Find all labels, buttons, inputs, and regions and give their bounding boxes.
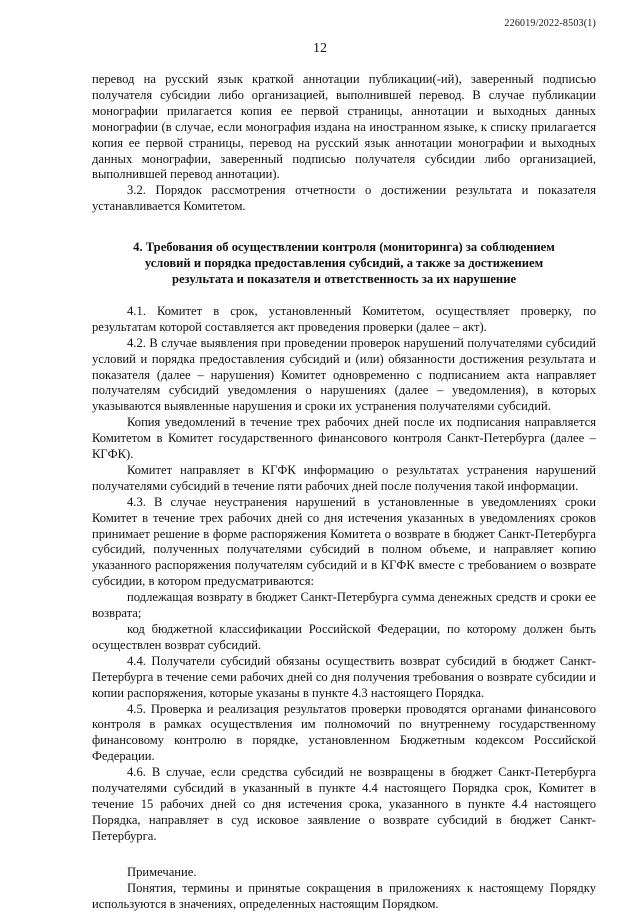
paragraph-continuation: перевод на русский язык краткой аннотации публикации(-ий), заверенный подписью получателя субсидии либо организацией, выполнившей перевод. В случае публикации монографии прилагается копия ее первой страницы, аннотации и выходных данных монографии (в случае, если монография издана на иностранном языке, к списку прилагается копия ее первой страницы, перевод на русский язык аннотации монографии и выходных данных монографии, заверенный подписью получателя субсидии либо организацией, выполнившей перевод аннотации). (92, 72, 596, 182)
paragraph-kgfk-info: Комитет направляет в КГФК информацию о результатах устранения нарушений получателями субсидий в течение пяти рабочих дней после получения такой информации. (92, 462, 596, 493)
paragraph-4-1: 4.1. Комитет в срок, установленный Комитетом, осуществляет проверку, по результатам которой составляется акт проведения проверки (далее – акт). (92, 303, 596, 334)
paragraph-return-amount: подлежащая возврату в бюджет Санкт-Петербурга сумма денежных средств и сроки ее возврата; (92, 590, 596, 621)
paragraph-4-5: 4.5. Проверка и реализация результатов проверки проводятся органами финансового контроля в рамках осуществления им полномочий по внутреннему государственному финансовому контролю в порядке, установленном Бюджетным кодексом Российской Федерации. (92, 701, 596, 764)
document-body (92, 72, 596, 912)
paragraph-3-2: 3.2. Порядок рассмотрения отчетности о достижении результата и показателя устанавливается Комитетом. (92, 183, 596, 214)
note-label: Примечание. (127, 864, 197, 879)
section-4-heading: 4. Требования об осуществлении контроля (мониторинга) за соблюдением условий и порядка предоставления субсидий, а также за достижением результата и показателя и ответственность за их нарушение (133, 240, 555, 286)
paragraph-budget-code: код бюджетной классификации Российской Федерации, по которому должен быть осуществлен возврат субсидий. (92, 622, 596, 652)
paragraph-4-2: 4.2. В случае выявления при проведении проверок нарушений получателями субсидий условий и порядка предоставления субсидий и (или) обязанности достижения результата и показателя (далее – нарушения) Комитет одновременно с подписанием акта направляет получателям субсидий уведомления о нарушениях (далее – уведомления), в которых указываются выявленные нарушения и сроки их устранения получателями субсидий. (92, 335, 596, 414)
page-number: 12 (313, 41, 327, 56)
paragraph-4-3: 4.3. В случае неустранения нарушений в установленные в уведомлениях сроки Комитет в течение трех рабочих дней со дня истечения указанных в уведомлениях сроков принимает решение в форме распоряжения Комитета о возврате в бюджет Санкт-Петербурга субсидий, полученных получателями субсидий в полном объеме, и направляет копию указанного распоряжения получателям субсидий и в КГФК вместе с требованием о возврате субсидии, в котором предусматриваются: (92, 494, 596, 589)
paragraph-notice-copy: Копия уведомлений в течение трех рабочих дней после их подписания направляется Комитетом в Комитет государственного финансового контроля Санкт-Петербурга (далее – КГФК). (92, 415, 596, 462)
paragraph-4-6: 4.6. В случае, если средства субсидий не возвращены в бюджет Санкт-Петербурга получателями субсидий в указанный в пункте 4.4 настоящего Порядка срок, Комитет в течение 15 рабочих дней со дня истечения срока, указанного в пункте 4.4 настоящего Порядка, направляет в суд исковое заявление о возврате субсидий в бюджет Санкт-Петербурга. (92, 765, 596, 843)
note-text: Понятия, термины и принятые сокращения в приложениях к настоящему Порядку используются в значениях, определенных настоящим Порядком. (92, 880, 596, 911)
paragraph-4-4: 4.4. Получатели субсидий обязаны осуществить возврат субсидий в бюджет Санкт-Петербурга в течение семи рабочих дней со дня получения требования о возврате субсидии и копии распоряжения, которые указаны в пункте 4.3 настоящего Порядка. (92, 653, 596, 700)
document-number: 226019/2022-8503(1) (504, 18, 596, 29)
